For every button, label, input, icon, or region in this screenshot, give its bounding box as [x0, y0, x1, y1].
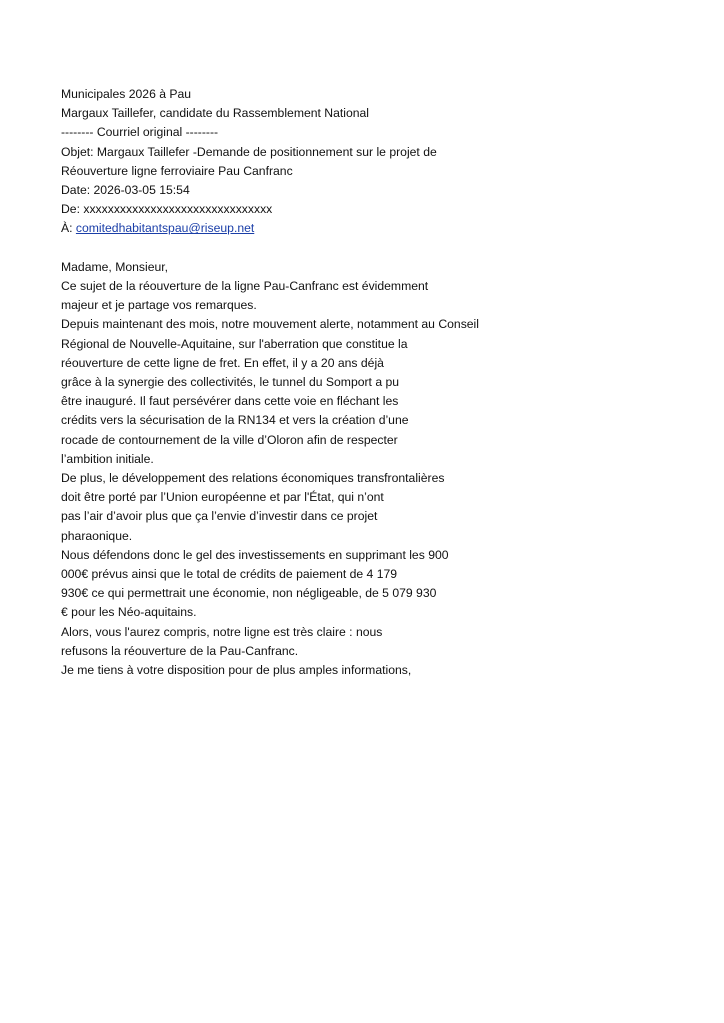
- paragraph-gap: [61, 239, 681, 258]
- to-label: À:: [61, 221, 76, 236]
- body-line: majeur et je partage vos remarques.: [61, 298, 257, 313]
- body-line: pharaonique.: [61, 528, 133, 543]
- body-line: l’ambition initiale.: [61, 451, 154, 466]
- header-title: Municipales 2026 à Pau: [61, 87, 192, 101]
- greeting: Madame, Monsieur,: [61, 259, 169, 274]
- body-line: pas l’air d’avoir plus que ça l’envie d’investir dans ce projet: [61, 509, 378, 524]
- body-line: être inauguré. Il faut persévérer dans cette voie en fléchant les: [61, 394, 399, 409]
- subject-line-1: Objet: Margaux Taillefer -Demande de positionnement sur le projet de: [61, 144, 437, 159]
- date-line: Date: 2026-03-05 15:54: [61, 183, 190, 198]
- body-line: De plus, le développement des relations économiques transfrontalières: [61, 471, 445, 486]
- body-line: Ce sujet de la réouverture de la ligne Pau-Canfranc est évidemment: [61, 279, 429, 294]
- to-email-link[interactable]: comitedhabitantspau@riseup.net: [75, 221, 255, 236]
- body-line: doit être porté par l’Union européenne et par l'État, qui n’ont: [61, 490, 384, 505]
- body-line: Je me tiens à votre disposition pour de plus amples informations,: [61, 663, 412, 678]
- body-line: 930€ ce qui permettrait une économie, non négligeable, de 5 079 930: [61, 586, 437, 601]
- subject-line-2: Réouverture ligne ferroviaire Pau Canfranc: [61, 163, 293, 178]
- email-content: [61, 85, 681, 680]
- body-line: crédits vers la sécurisation de la RN134 et vers la création d’une: [61, 413, 409, 428]
- candidate-line: Margaux Taillefer, candidate du Rassemblement National: [61, 106, 370, 121]
- body-line: Régional de Nouvelle-Aquitaine, sur l'aberration que constitue la: [61, 336, 408, 351]
- from-line: De: xxxxxxxxxxxxxxxxxxxxxxxxxxxxxxx: [61, 202, 273, 217]
- body-line: Alors, vous l'aurez compris, notre ligne est très claire : nous: [61, 624, 383, 639]
- original-mail-marker: -------- Courriel original --------: [61, 125, 219, 140]
- body-line: grâce à la synergie des collectivités, le tunnel du Somport a pu: [61, 375, 400, 390]
- body-line: refusons la réouverture de la Pau-Canfranc.: [61, 643, 299, 658]
- body-line: Depuis maintenant des mois, notre mouvement alerte, notamment au Conseil: [61, 317, 479, 332]
- body-line: € pour les Néo-aquitains.: [61, 605, 197, 620]
- body-line: réouverture de cette ligne de fret. En effet, il y a 20 ans déjà: [61, 355, 384, 370]
- body-line: Nous défendons donc le gel des investissements en supprimant les 900: [61, 547, 449, 562]
- body-line: 000€ prévus ainsi que le total de crédits de paiement de 4 179: [61, 567, 398, 582]
- body-line: rocade de contournement de la ville d’Oloron afin de respecter: [61, 432, 398, 447]
- to-line: [61, 219, 681, 238]
